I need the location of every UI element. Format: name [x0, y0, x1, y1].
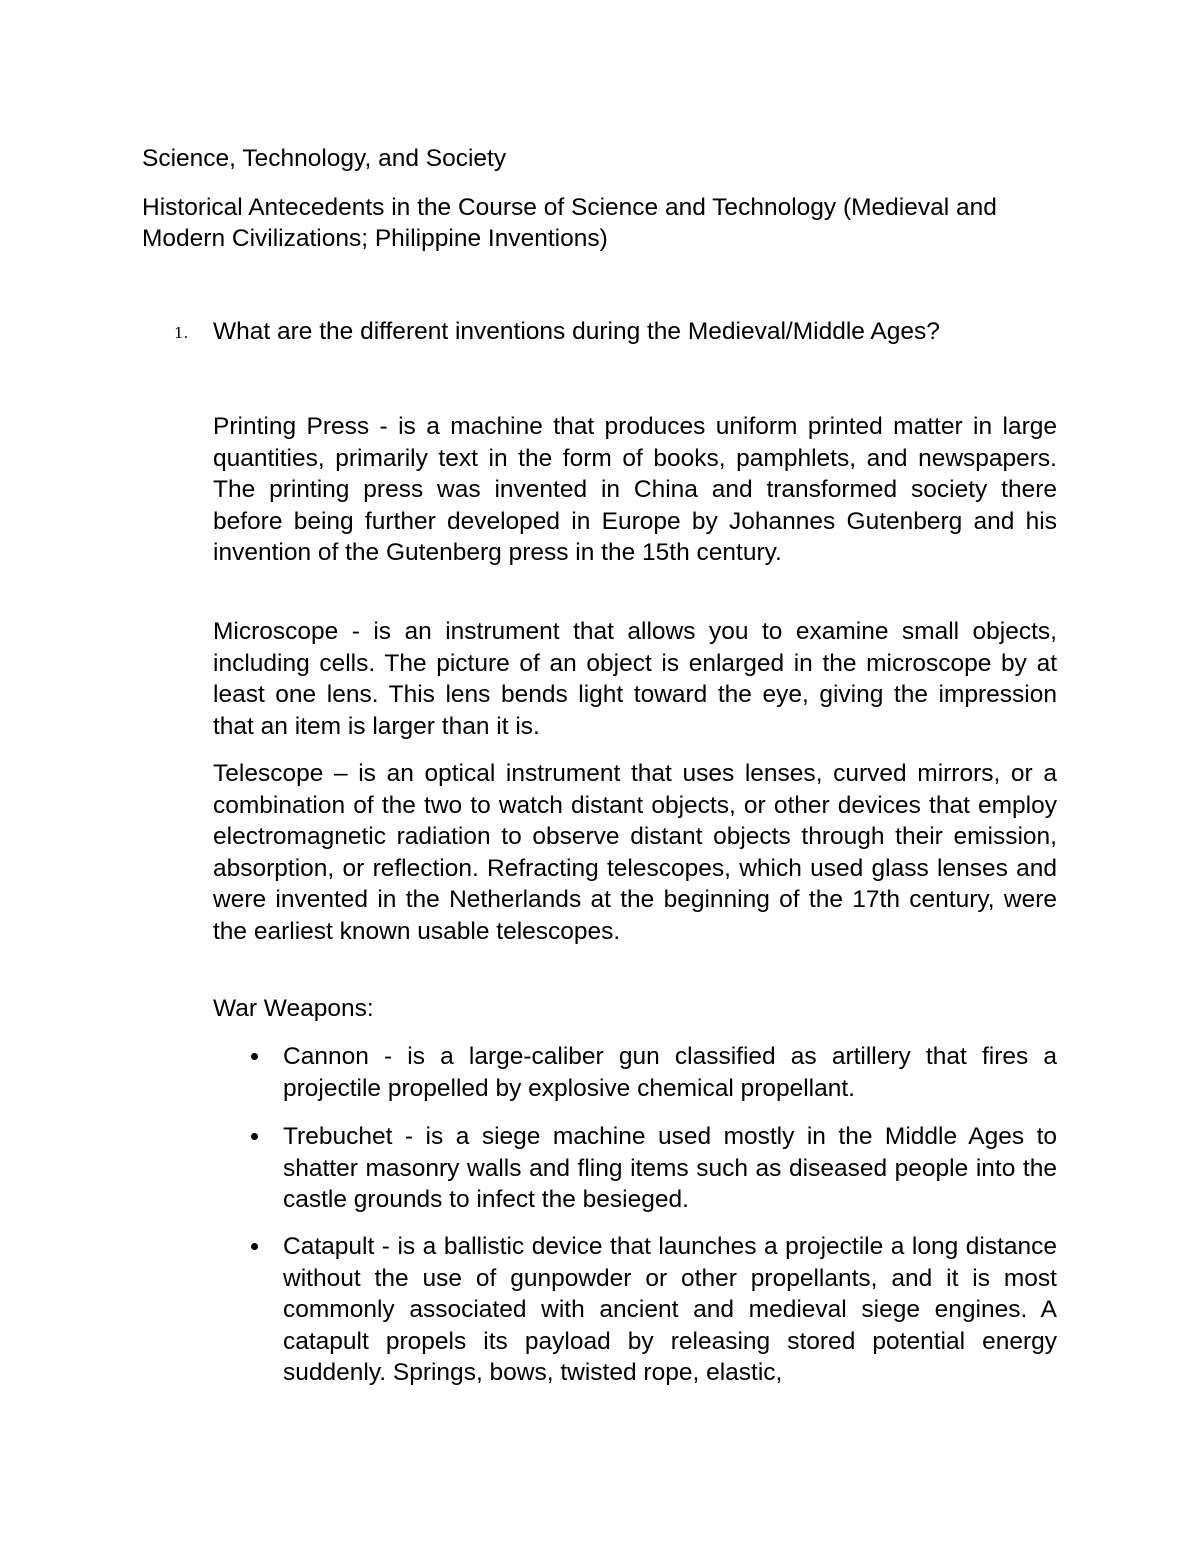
microscope-paragraph: Microscope - is an instrument that allows you to examine small objects, including cells. The picture of an object is enlarged in the microscope by at least one lens. This lens bends light toward the eye, giving the impression that an item is larger than it is.: [213, 618, 1057, 740]
bullet-icon: [251, 1243, 258, 1250]
course-title: Science, Technology, and Society: [142, 145, 507, 172]
war-weapons-heading: War Weapons:: [213, 995, 374, 1022]
question-text: What are the different inventions during the Medieval/Middle Ages?: [213, 318, 940, 345]
question-number: 1.: [174, 324, 189, 342]
telescope-paragraph: Telescope – is an optical instrument that uses lenses, curved mirrors, or a combination of the two to watch distant objects, or other devices that employ electromagnetic radiation to observe distant objects through their emission, absorption, or reflection. Refracting telescopes, which used glass lenses and were invented in the Netherlands at the beginning of the 17th century, were the earliest known usable telescopes.: [213, 760, 1057, 945]
bullet-text: Trebuchet - is a siege machine used mostly in the Middle Ages to shatter masonry walls and fling items such as diseased people into the castle grounds to infect the besieged.: [283, 1123, 1057, 1213]
topic-title: Historical Antecedents in the Course of Science and Technology (Medieval and Modern Civilizations; Philippine Inventions): [142, 194, 997, 252]
printing-press-paragraph: Printing Press - is a machine that produces uniform printed matter in large quantities, primarily text in the form of books, pamphlets, and newspapers. The printing press was invented in China and transformed society there before being further developed in Europe by Johannes Gutenberg and his invention of the Gutenberg press in the 15th century.: [213, 413, 1057, 566]
bullet-text: Cannon - is a large-caliber gun classified as artillery that fires a projectile propelled by explosive chemical propellant.: [283, 1043, 1057, 1102]
bullet-text: Catapult - is a ballistic device that launches a projectile a long distance without the use of gunpowder or other propellants, and it is most commonly associated with ancient and medieval siege engines. A catapult propels its payload by releasing stored potential energy suddenly. Springs, bows, twisted rope, elastic,: [283, 1233, 1057, 1386]
bullet-icon: [251, 1053, 258, 1060]
bullet-icon: [251, 1133, 258, 1140]
